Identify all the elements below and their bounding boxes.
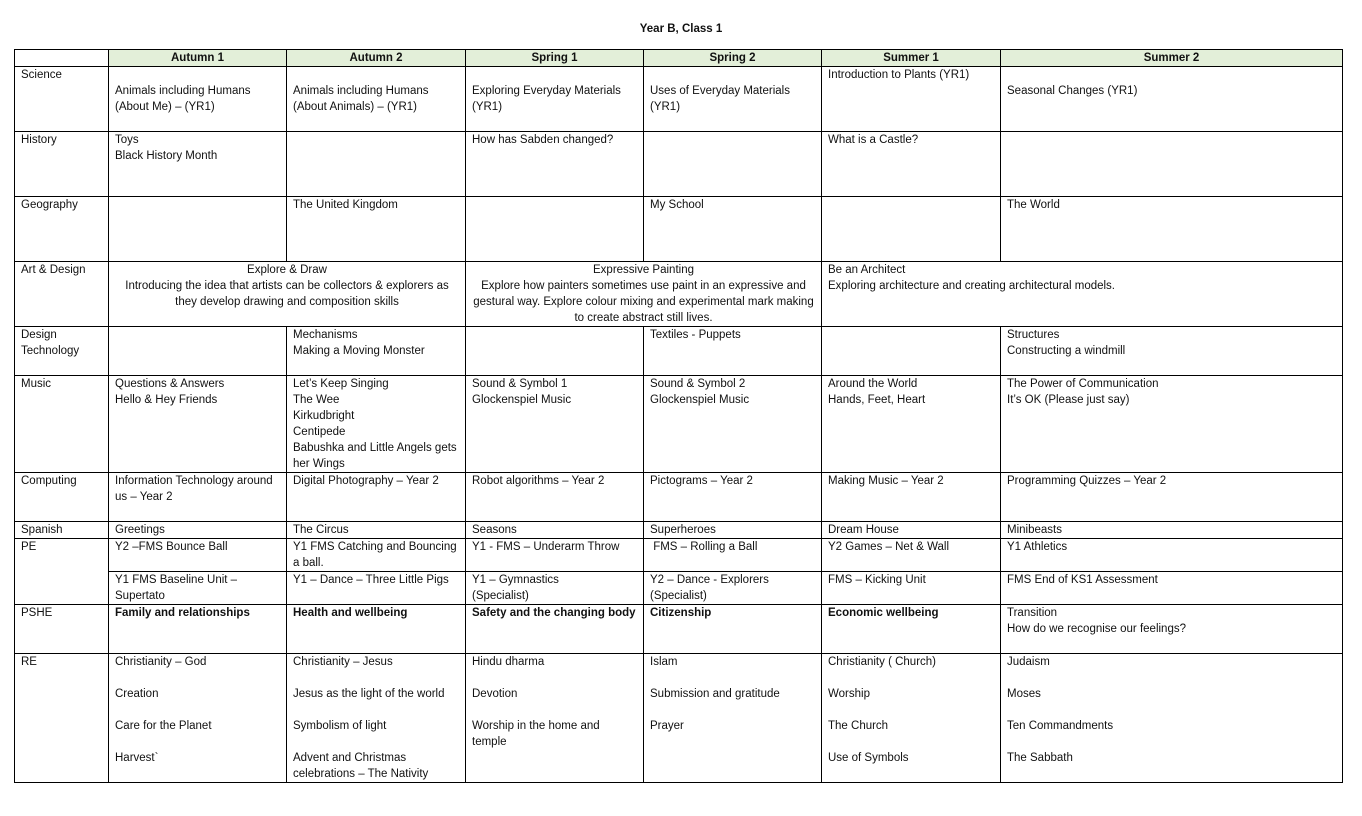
cell: Robot algorithms – Year 2 [466,473,644,522]
cell: Y1 FMS Catching and Bouncing a ball. [287,539,466,572]
row-design-technology [15,327,1343,376]
cell: Christianity ( Church) Worship The Church Use of Symbols [822,654,1001,783]
cell: Minibeasts [1001,522,1343,539]
cell: The World [1001,197,1343,262]
cell: How has Sabden changed? [466,132,644,197]
cell: Greetings [109,522,287,539]
cell: Christianity – Jesus Jesus as the light of the world Symbolism of light Advent and Christmas celebrations – The Nativity [287,654,466,783]
subject-label: RE [15,654,109,783]
header-row [15,50,1343,67]
cell-merged: Be an Architect Exploring architecture and creating architectural models. [822,262,1343,327]
cell [466,327,644,376]
column-header: Spring 1 [466,50,644,67]
column-header: Autumn 2 [287,50,466,67]
cell: Hindu dharma Devotion Worship in the home and temple [466,654,644,783]
subject-label: History [15,132,109,197]
cell [287,132,466,197]
cell: My School [644,197,822,262]
cell: Islam Submission and gratitude Prayer [644,654,822,783]
cell: Y1 – Dance – Three Little Pigs [287,572,466,605]
cell: Toys Black History Month [109,132,287,197]
cell: Animals including Humans (About Me) – (YR1) [109,67,287,132]
cell: Uses of Everyday Materials (YR1) [644,67,822,132]
corner-cell [15,50,109,67]
cell-merged: Expressive Painting Explore how painters sometimes use paint in an expressive and gestural way. Explore colour mixing and experimental mark making to create abstract still lives. [466,262,822,327]
cell: Citizenship [644,605,822,654]
cell: Animals including Humans (About Animals) – (YR1) [287,67,466,132]
cell: Y2 –FMS Bounce Ball [109,539,287,572]
row-pe-2 [15,572,1343,605]
cell: Transition How do we recognise our feelings? [1001,605,1343,654]
cell: Let’s Keep Singing The Wee Kirkudbright Centipede Babushka and Little Angels gets her Wings [287,376,466,473]
subject-label: Geography [15,197,109,262]
cell: Y1 - FMS – Underarm Throw [466,539,644,572]
row-art-design [15,262,1343,327]
row-geography [15,197,1343,262]
row-science [15,67,1343,132]
cell: The Power of Communication It’s OK (Please just say) [1001,376,1343,473]
cell: Safety and the changing body [466,605,644,654]
cell: Y2 Games – Net & Wall [822,539,1001,572]
subject-label: PSHE [15,605,109,654]
cell: Around the World Hands, Feet, Heart [822,376,1001,473]
cell: Sound & Symbol 1 Glockenspiel Music [466,376,644,473]
subject-label: Music [15,376,109,473]
cell: Economic wellbeing [822,605,1001,654]
cell: FMS End of KS1 Assessment [1001,572,1343,605]
cell [109,327,287,376]
cell [822,327,1001,376]
subject-label: Computing [15,473,109,522]
subject-label: Design Technology [15,327,109,376]
cell: Family and relationships [109,605,287,654]
cell: Seasons [466,522,644,539]
column-header: Autumn 1 [109,50,287,67]
cell: Information Technology around us – Year 2 [109,473,287,522]
subject-label: Art & Design [15,262,109,327]
cell [822,197,1001,262]
cell: Programming Quizzes – Year 2 [1001,473,1343,522]
subject-label: Spanish [15,522,109,539]
row-spanish [15,522,1343,539]
cell: Judaism Moses Ten Commandments The Sabbath [1001,654,1343,783]
cell: Y1 FMS Baseline Unit – Supertato [109,572,287,605]
row-pshe [15,605,1343,654]
cell: The Circus [287,522,466,539]
cell: Digital Photography – Year 2 [287,473,466,522]
cell: Mechanisms Making a Moving Monster [287,327,466,376]
cell: Making Music – Year 2 [822,473,1001,522]
cell: Questions & Answers Hello & Hey Friends [109,376,287,473]
cell: Dream House [822,522,1001,539]
row-music [15,376,1343,473]
page-title: Year B, Class 1 [639,23,723,35]
cell [109,197,287,262]
cell: The United Kingdom [287,197,466,262]
cell: Exploring Everyday Materials (YR1) [466,67,644,132]
cell [466,197,644,262]
subject-label: Science [15,67,109,132]
cell: FMS – Rolling a Ball [644,539,822,572]
column-header: Spring 2 [644,50,822,67]
cell: Y1 – Gymnastics (Specialist) [466,572,644,605]
row-computing [15,473,1343,522]
curriculum-table [14,49,1343,783]
cell: Sound & Symbol 2 Glockenspiel Music [644,376,822,473]
column-header: Summer 1 [822,50,1001,67]
cell: Introduction to Plants (YR1) [822,67,1001,132]
cell: Y1 Athletics [1001,539,1343,572]
cell: Seasonal Changes (YR1) [1001,67,1343,132]
cell-merged: Explore & Draw Introducing the idea that artists can be collectors & explorers as they develop drawing and composition skills [109,262,466,327]
row-history [15,132,1343,197]
column-header: Summer 2 [1001,50,1343,67]
cell: Structures Constructing a windmill [1001,327,1343,376]
row-pe-1 [15,539,1343,572]
cell [1001,132,1343,197]
cell: What is a Castle? [822,132,1001,197]
cell: FMS – Kicking Unit [822,572,1001,605]
cell [644,132,822,197]
subject-label: PE [15,539,109,605]
cell: Christianity – God Creation Care for the Planet Harvest` [109,654,287,783]
cell: Textiles - Puppets [644,327,822,376]
cell: Y2 – Dance - Explorers (Specialist) [644,572,822,605]
cell: Pictograms – Year 2 [644,473,822,522]
cell: Health and wellbeing [287,605,466,654]
row-re [15,654,1343,783]
cell: Superheroes [644,522,822,539]
